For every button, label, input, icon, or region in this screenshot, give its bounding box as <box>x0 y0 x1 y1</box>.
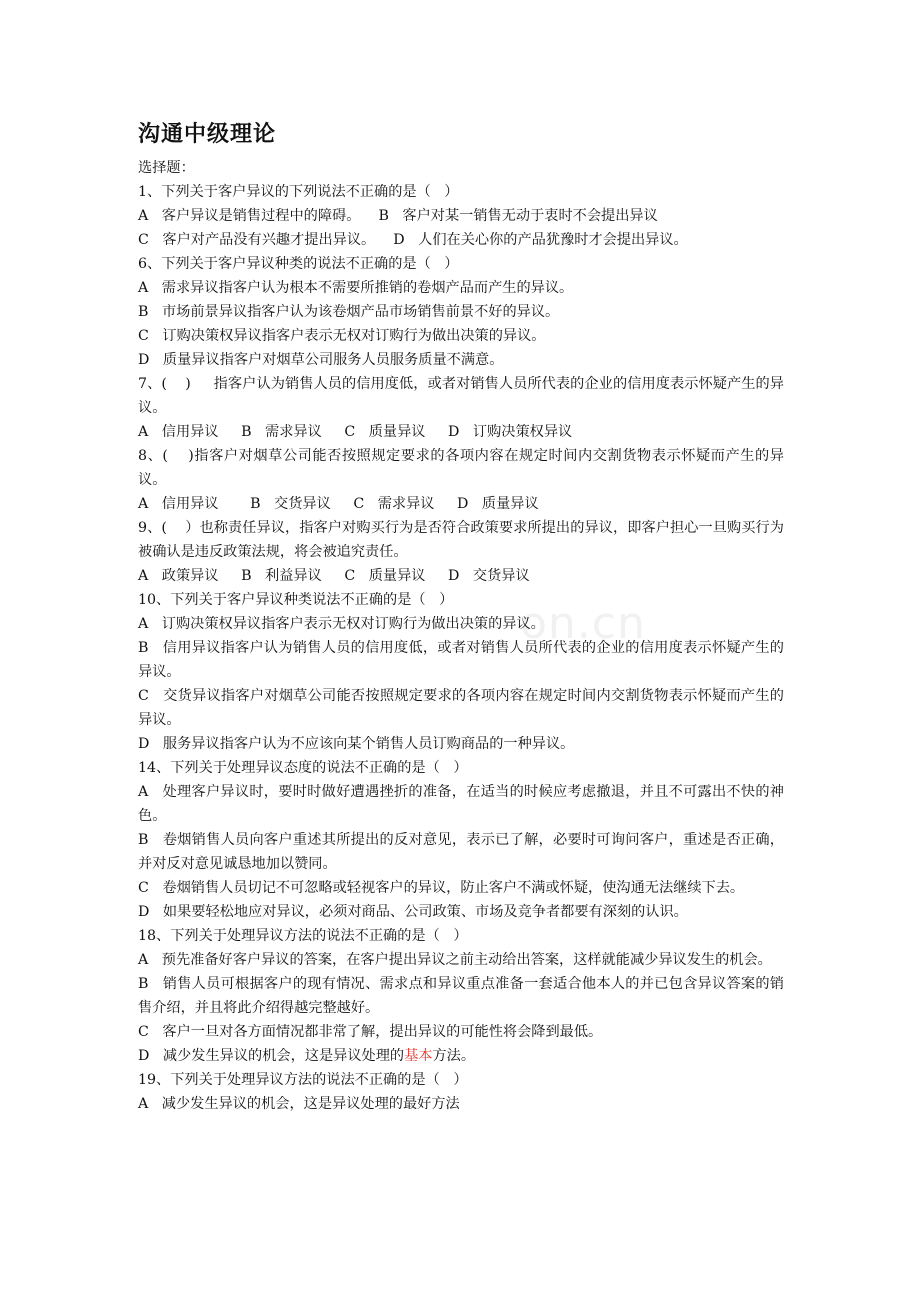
text-line: C 订购决策权异议指客户表示无权对订购行为做出决策的异议。 <box>138 328 546 344</box>
document-page <box>138 120 784 1116</box>
text-line: 18、下列关于处理异议方法的说法不正确的是（ ） <box>138 928 468 944</box>
text-line: A 政策异议 B 利益异议 C 质量异议 D 交货异议 <box>138 568 530 584</box>
text-line: B 销售人员可根据客户的现有情况、需求点和异议重点准备一套适合他本人的并已包含异议答案的销售介绍，并且将此介绍得越完整越好。 <box>138 976 784 1016</box>
text-line: B 信用异议指客户认为销售人员的信用度低，或者对销售人员所代表的企业的信用度表示怀疑产生的异议。 <box>138 640 784 680</box>
text-line: A 预先准备好客户异议的答案，在客户提出异议之前主动给出答案，这样就能减少异议发生的机会。 <box>138 952 772 968</box>
text-line: D 质量异议指客户对烟草公司服务人员服务质量不满意。 <box>138 352 504 368</box>
text-line: 9、( ）也称责任异议，指客户对购买行为是否符合政策要求所提出的异议，即客户担心一旦购买行为被确认是违反政策法规，将会被追究责任。 <box>138 520 784 560</box>
text-line: D 如果要轻松地应对异议，必须对商品、公司政策、市场及竞争者都要有深刻的认识。 <box>138 904 688 920</box>
text-line: B 卷烟销售人员向客户重述其所提出的反对意见，表示已了解，必要时可询问客户，重述是否正确，并对反对意见诚恳地加以赞同。 <box>138 832 784 872</box>
text-line: 6、下列关于客户异议种类的说法不正确的是（ ） <box>138 256 459 272</box>
text-line: C 卷烟销售人员切记不可忽略或轻视客户的异议，防止客户不满或怀疑，使沟通无法继续下去。 <box>138 880 745 896</box>
text-line: 1、下列关于客户异议的下列说法不正确的是（ ） <box>138 184 459 200</box>
watermark-text: on.cn <box>520 598 646 649</box>
highlighted-word: 基本 <box>404 1048 433 1064</box>
answer-line-18d-tail: 方法。 <box>432 1048 476 1064</box>
text-line: 7、( ) 指客户认为销售人员的信用度低，或者对销售人员所代表的企业的信用度表示怀疑产生的异议。 <box>138 376 784 416</box>
text-line: 14、下列关于处理异议态度的说法不正确的是（ ） <box>138 760 468 776</box>
text-line: A 订购决策权异议指客户表示无权对订购行为做出决策的异议。 <box>138 616 545 632</box>
text-line: C 交货异议指客户对烟草公司能否按照规定要求的各项内容在规定时间内交割货物表示怀疑而产生的异议。 <box>138 688 784 728</box>
document-title: 沟通中级理论 <box>138 122 277 147</box>
answer-line-18d <box>138 1044 784 1068</box>
text-line: B 市场前景异议指客户认为该卷烟产品市场销售前景不好的异议。 <box>138 304 560 320</box>
text-line: A 减少发生异议的机会，这是异议处理的最好方法 <box>138 1096 460 1112</box>
text-line: 8、( )指客户对烟草公司能否按照规定要求的各项内容在规定时间内交割货物表示怀疑而产生的异议。 <box>138 448 784 488</box>
question-list <box>138 156 784 1044</box>
text-line: C 客户对产品没有兴趣才提出异议。 D 人们在关心你的产品犹豫时才会提出异议。 <box>138 232 688 248</box>
text-line: A 信用异议 B 需求异议 C 质量异议 D 订购决策权异议 <box>138 424 573 440</box>
text-line: A 处理客户异议时，要时时做好遭遇挫折的准备，在适当的时候应考虑撤退，并且不可露出不快的神色。 <box>138 784 784 824</box>
text-line: D 服务异议指客户认为不应该向某个销售人员订购商品的一种异议。 <box>138 736 575 752</box>
text-line: A 信用异议 B 交货异议 C 需求异议 D 质量异议 <box>138 496 539 512</box>
text-line: A 客户异议是销售过程中的障碍。 B 客户对某一销售无动于衷时不会提出异议 <box>138 208 658 224</box>
text-line: 选择题： <box>138 160 195 176</box>
text-line: A 需求异议指客户认为根本不需要所推销的卷烟产品而产生的异议。 <box>138 280 574 296</box>
answer-line-18d-text: D 减少发生异议的机会，这是异议处理的 <box>138 1048 405 1064</box>
text-line: 19、下列关于处理异议方法的说法不正确的是（ ） <box>138 1072 468 1088</box>
document-content <box>138 120 784 1116</box>
question-list-tail <box>138 1068 784 1116</box>
text-line: 10、下列关于客户异议种类说法不正确的是（ ） <box>138 592 454 608</box>
text-line: C 客户一旦对各方面情况都非常了解，提出异议的可能性将会降到最低。 <box>138 1024 603 1040</box>
